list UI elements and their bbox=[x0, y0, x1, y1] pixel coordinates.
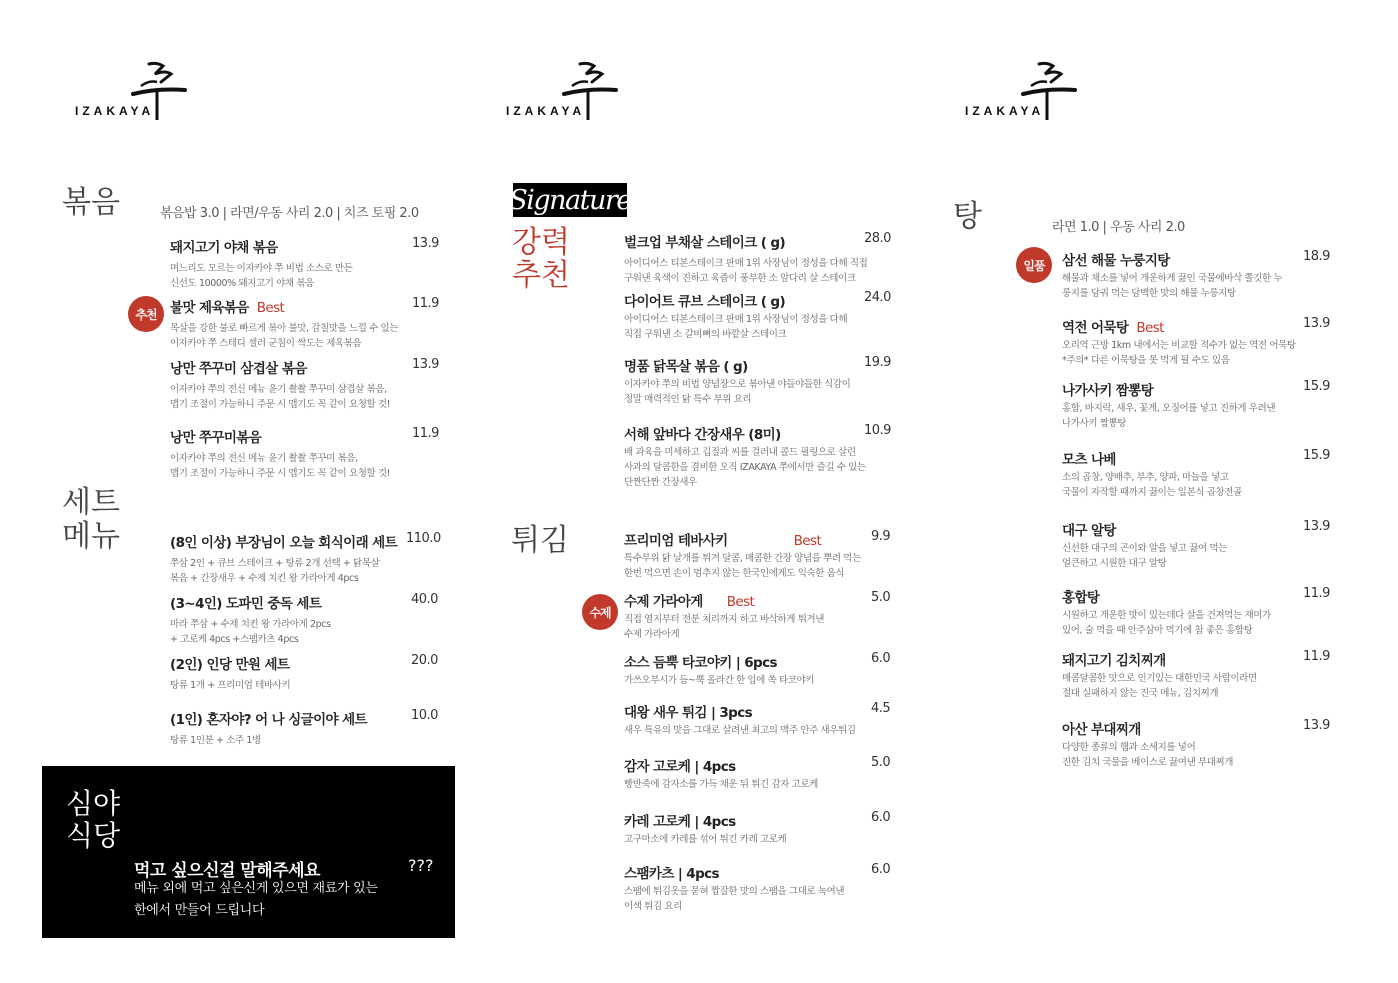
item-price: 13.9 bbox=[412, 357, 439, 372]
item-desc: 이자카야 쭈의 전신 메뉴 윤기 촬촬 쭈꾸미 삼겹살 볶음, 맵기 조절이 가능하니 주문 시 맵기도 꼭 같이 요청할 것! bbox=[170, 384, 391, 410]
item-price: 110.0 bbox=[406, 531, 441, 546]
item-price: 11.9 bbox=[412, 296, 439, 311]
item-name: 나가사키 짬뽕탕 bbox=[1062, 383, 1154, 399]
item-name: 홍합탕 bbox=[1062, 590, 1100, 606]
menu-item bbox=[1062, 586, 1330, 638]
brand-word: IZAKAYA bbox=[506, 104, 586, 118]
item-price: 13.9 bbox=[1303, 316, 1330, 331]
item-name: (1인) 혼자야? 어 나 싱글이야 세트 bbox=[170, 712, 367, 728]
item-desc: 가쓰오부시가 듬~뿍 올라간 한 입에 쏙 타코야키 bbox=[624, 675, 815, 686]
signature-subtitle: 강력 추천 bbox=[512, 225, 570, 293]
menu-item bbox=[624, 651, 889, 688]
item-price: 10.9 bbox=[864, 423, 891, 438]
item-desc: 특수부위 닭 날개를 튀겨 달콤, 매콤한 간장 양념을 뿌려 먹는 한번 먹으면 손이 멈추지 않는 한국인에게도 익숙한 음식 bbox=[624, 553, 861, 579]
brand-word: IZAKAYA bbox=[75, 104, 155, 118]
item-desc: 쭈삼 2인 + 큐브 스테이크 + 탕류 2개 선택 + 닭목살 볶음 + 간장새우 + 수제 치킨 왕 가라아게 4pcs bbox=[170, 558, 380, 584]
signature-label: Signature bbox=[509, 184, 631, 216]
brand-logo-col3 bbox=[965, 60, 1095, 130]
item-desc: 목살을 강한 불로 빠르게 볶아 불맛, 감칠맛을 느낄 수 있는 이자카야 쭈 스테디 셀러 군침이 싹도는 제육볶음 bbox=[170, 323, 399, 349]
menu-item bbox=[624, 290, 889, 342]
item-name: 낭만 쭈꾸미볶음 bbox=[170, 430, 262, 446]
menu-item bbox=[1062, 379, 1330, 431]
item-name: 낭만 쭈꾸미 삼겹살 볶음 bbox=[170, 361, 307, 377]
item-price: 11.9 bbox=[412, 426, 439, 441]
item-desc: 배 과육을 미세하고 깁질과 씨를 걸러내 콜드 필링으로 살린 사과의 달콤한을 겸비한 오직 IZAKAYA 쭈에서만 즐길 수 있는 단짠단짠 간장새우 bbox=[624, 447, 866, 488]
late-night-price: ??? bbox=[408, 856, 434, 875]
item-name: 돼지고기 김치찌개 bbox=[1062, 653, 1166, 669]
handmade-badge: 수제 bbox=[582, 594, 618, 630]
item-name: 벌크업 부채살 스테이크 ( g) bbox=[624, 235, 786, 251]
late-night-heading: 먹고 싶으신걸 말해주세요 bbox=[134, 861, 320, 881]
item-name: (8인 이상) 부장님이 오늘 회식이래 세트 bbox=[170, 535, 398, 551]
specialty-badge: 일품 bbox=[1016, 247, 1052, 283]
item-desc: 스팸에 튀김옷을 묻혀 짭잘한 맛의 스팸을 그대로 녹여낸 이색 튀김 요리 bbox=[624, 886, 845, 912]
item-name: 스팸카츠 | 4pcs bbox=[624, 866, 719, 882]
item-price: 10.0 bbox=[411, 708, 438, 723]
item-name: 대구 알탕 bbox=[1062, 523, 1116, 539]
menu-item bbox=[624, 231, 889, 286]
item-desc: 탕류 1개 + 프리미엄 테바사키 bbox=[170, 680, 291, 691]
item-name: 돼지고기 야채 볶음 bbox=[170, 240, 278, 256]
item-name: 수제 가라아게 bbox=[624, 594, 703, 610]
item-name: 감자 고로케 | 4pcs bbox=[624, 759, 736, 775]
item-desc: 새우 특유의 맛을 그대로 살려낸 최고의 맥주 안주 새우튀김 bbox=[624, 725, 856, 736]
item-price: 18.9 bbox=[1303, 249, 1330, 264]
menu-item bbox=[1062, 718, 1330, 770]
item-price: 4.5 bbox=[871, 701, 891, 716]
item-desc: 시원하고 개운한 맛이 있는데다 살을 건져먹는 재미가 있어, 술 먹을 때 안주삼아 먹기에 참 좋은 홍합탕 bbox=[1062, 610, 1271, 636]
item-name: 아산 부대찌개 bbox=[1062, 722, 1141, 738]
recommend-badge: 추천 bbox=[128, 296, 164, 332]
item-price: 19.9 bbox=[864, 355, 891, 370]
item-price: 24.0 bbox=[864, 290, 891, 305]
item-name: 불맛 제육볶음 bbox=[170, 300, 249, 316]
item-desc: 빵반죽에 감자소를 가득 채운 뒤 튀긴 감자 고로케 bbox=[624, 779, 818, 790]
menu-item bbox=[624, 701, 889, 738]
item-name: 다이어트 큐브 스테이크 ( g) bbox=[624, 294, 786, 310]
item-price: 5.0 bbox=[871, 590, 891, 605]
item-price: 6.0 bbox=[871, 810, 891, 825]
menu-item bbox=[1062, 448, 1330, 500]
menu-item bbox=[624, 755, 889, 792]
menu-item bbox=[624, 590, 889, 642]
item-price: 6.0 bbox=[871, 862, 891, 877]
section-title-fried: 튀김 bbox=[511, 523, 569, 558]
item-name: 카레 고로케 | 4pcs bbox=[624, 814, 736, 830]
best-label: Best bbox=[1136, 320, 1164, 336]
item-desc: 직접 염지부터 전분 처리까지 하고 바삭하게 튀겨낸 수제 가라아게 bbox=[624, 614, 825, 640]
menu-item bbox=[170, 357, 439, 412]
item-price: 15.9 bbox=[1303, 379, 1330, 394]
item-price: 28.0 bbox=[864, 231, 891, 246]
item-desc: 홍합, 바지락, 새우, 꽃게, 오징어를 넣고 진하게 우려낸 나가사키 짬뽕탕 bbox=[1062, 403, 1276, 429]
item-desc: 소의 곱창, 양배추, 부추, 양파, 마늘을 넣고 국물이 자작할 때까지 끓이는 일본식 곱창전골 bbox=[1062, 472, 1242, 498]
item-name: 삼선 해물 누룽지탕 bbox=[1062, 253, 1170, 269]
brand-logo-col1 bbox=[75, 60, 205, 130]
menu-item bbox=[170, 531, 441, 586]
item-name: 모츠 나베 bbox=[1062, 452, 1116, 468]
item-name: (3~4인) 도파민 중독 세트 bbox=[170, 596, 322, 612]
section-title-set-menu: 세트 메뉴 bbox=[62, 485, 120, 554]
menu-item bbox=[624, 862, 889, 914]
item-name: 소스 듬뿍 타코야키 | 6pcs bbox=[624, 655, 777, 671]
item-desc: 이자카야 쭈의 전신 메뉴 윤기 촬촬 쭈꾸미 볶음, 맵기 조절이 가능하니 주문 시 맵기도 꼭 같이 요청할 것! bbox=[170, 453, 391, 479]
menu-item bbox=[1062, 316, 1330, 368]
menu-item bbox=[1062, 249, 1330, 301]
menu-item bbox=[1062, 519, 1330, 571]
item-price: 11.9 bbox=[1303, 586, 1330, 601]
item-desc: 이자카야 쭈의 비법 양념장으로 볶아낸 야들야들한 식감이 정말 매력적인 닭 특수 부위 요리 bbox=[624, 379, 851, 405]
menu-item bbox=[170, 296, 439, 351]
section-note-soup: 라면 1.0 | 우동 사리 2.0 bbox=[1052, 220, 1185, 235]
item-desc: 오리역 근방 1km 내에서는 비교할 적수가 없는 역전 어묵탕 *주의* 다른 어묵탕을 못 먹게 될 수도 있음 bbox=[1062, 340, 1296, 366]
brand-logo-col2 bbox=[506, 60, 636, 130]
menu-item bbox=[170, 653, 438, 693]
menu-item bbox=[170, 426, 439, 481]
late-night-title: 심야 식당 bbox=[66, 787, 121, 852]
item-desc: 고구마소에 카레를 섞어 튀긴 카레 고로케 bbox=[624, 834, 787, 845]
best-label: Best bbox=[793, 533, 822, 549]
item-desc: 매콤달콤한 맛으로 인기있는 대한민국 사람이라면 절대 실패하지 않는 진국 메뉴, 김치찌개 bbox=[1062, 673, 1257, 699]
menu-item bbox=[624, 355, 889, 407]
section-title-soup: 탕 bbox=[953, 199, 982, 234]
item-desc: 아이디어스 티본스테이크 판매 1위 사장님이 정성을 다해 직접 구워낸 소 갈비뼈의 바깥살 스테이크 bbox=[624, 314, 848, 340]
item-price: 13.9 bbox=[1303, 519, 1330, 534]
best-label: Best bbox=[256, 300, 285, 316]
menu-item bbox=[170, 592, 438, 647]
item-price: 40.0 bbox=[411, 592, 438, 607]
menu-item bbox=[170, 236, 439, 291]
item-desc: 마라 쭈삼 + 수제 치킨 왕 가라아게 2pcs + 고로케 4pcs +스팸카츠 4pcs bbox=[170, 619, 331, 645]
item-desc: 며느리도 모르는 이자카야 쭈 비법 소스로 만든 신선도 10000% 돼지고기 야채 볶음 bbox=[170, 263, 353, 289]
item-price: 6.0 bbox=[871, 651, 891, 666]
item-price: 11.9 bbox=[1303, 649, 1330, 664]
item-price: 13.9 bbox=[412, 236, 439, 251]
item-name: 대왕 새우 튀김 | 3pcs bbox=[624, 705, 753, 721]
menu-item bbox=[170, 708, 438, 748]
section-note-stir-fry: 볶음밥 3.0 | 라면/우동 사리 2.0 | 치즈 토핑 2.0 bbox=[160, 206, 419, 221]
menu-item bbox=[624, 810, 889, 847]
late-night-desc: 메뉴 외에 먹고 싶은신게 있으면 재료가 있는 한에서 만들어 드립니다 bbox=[134, 881, 378, 918]
item-name: 서해 앞바다 간장새우 (8미) bbox=[624, 427, 781, 443]
item-name: 역전 어묵탕 bbox=[1062, 320, 1129, 336]
item-desc: 아이디어스 티본스테이크 판매 1위 사장님이 정성을 다해 직접 구워낸 육색이 진하고 육즙이 풍부한 소 앞다리 살 스테이크 bbox=[624, 258, 868, 284]
item-price: 9.9 bbox=[871, 529, 891, 544]
item-price: 13.9 bbox=[1303, 718, 1330, 733]
best-label: Best bbox=[726, 594, 755, 610]
item-name: 프리미엄 테바사키 bbox=[624, 533, 728, 549]
item-price: 20.0 bbox=[411, 653, 438, 668]
late-night-panel bbox=[42, 766, 455, 938]
menu-item bbox=[624, 423, 889, 490]
menu-item bbox=[624, 529, 889, 581]
item-desc: 해물과 채소를 넣어 개운하게 끓인 국물에바삭 쫄깃한 누 룽지를 담궈 먹는 담백한 맛의 해물 누룽지탕 bbox=[1062, 273, 1283, 299]
item-desc: 다양한 종류의 햄과 소세지를 넣어 진한 김치 국물을 베이스로 끓여낸 부대찌개 bbox=[1062, 742, 1234, 768]
brand-word: IZAKAYA bbox=[965, 104, 1045, 118]
section-title-stir-fry: 볶음 bbox=[62, 185, 120, 220]
item-name: (2인) 인당 만원 세트 bbox=[170, 657, 290, 673]
item-price: 5.0 bbox=[871, 755, 891, 770]
item-desc: 탕류 1인분 + 소주 1병 bbox=[170, 735, 261, 746]
item-name: 명품 닭목살 볶음 ( g) bbox=[624, 359, 748, 375]
menu-item bbox=[1062, 649, 1330, 701]
item-desc: 신선한 대구의 곤이와 알을 넣고 끓여 먹는 얼큰하고 시원한 대구 알탕 bbox=[1062, 543, 1227, 569]
item-price: 15.9 bbox=[1303, 448, 1330, 463]
